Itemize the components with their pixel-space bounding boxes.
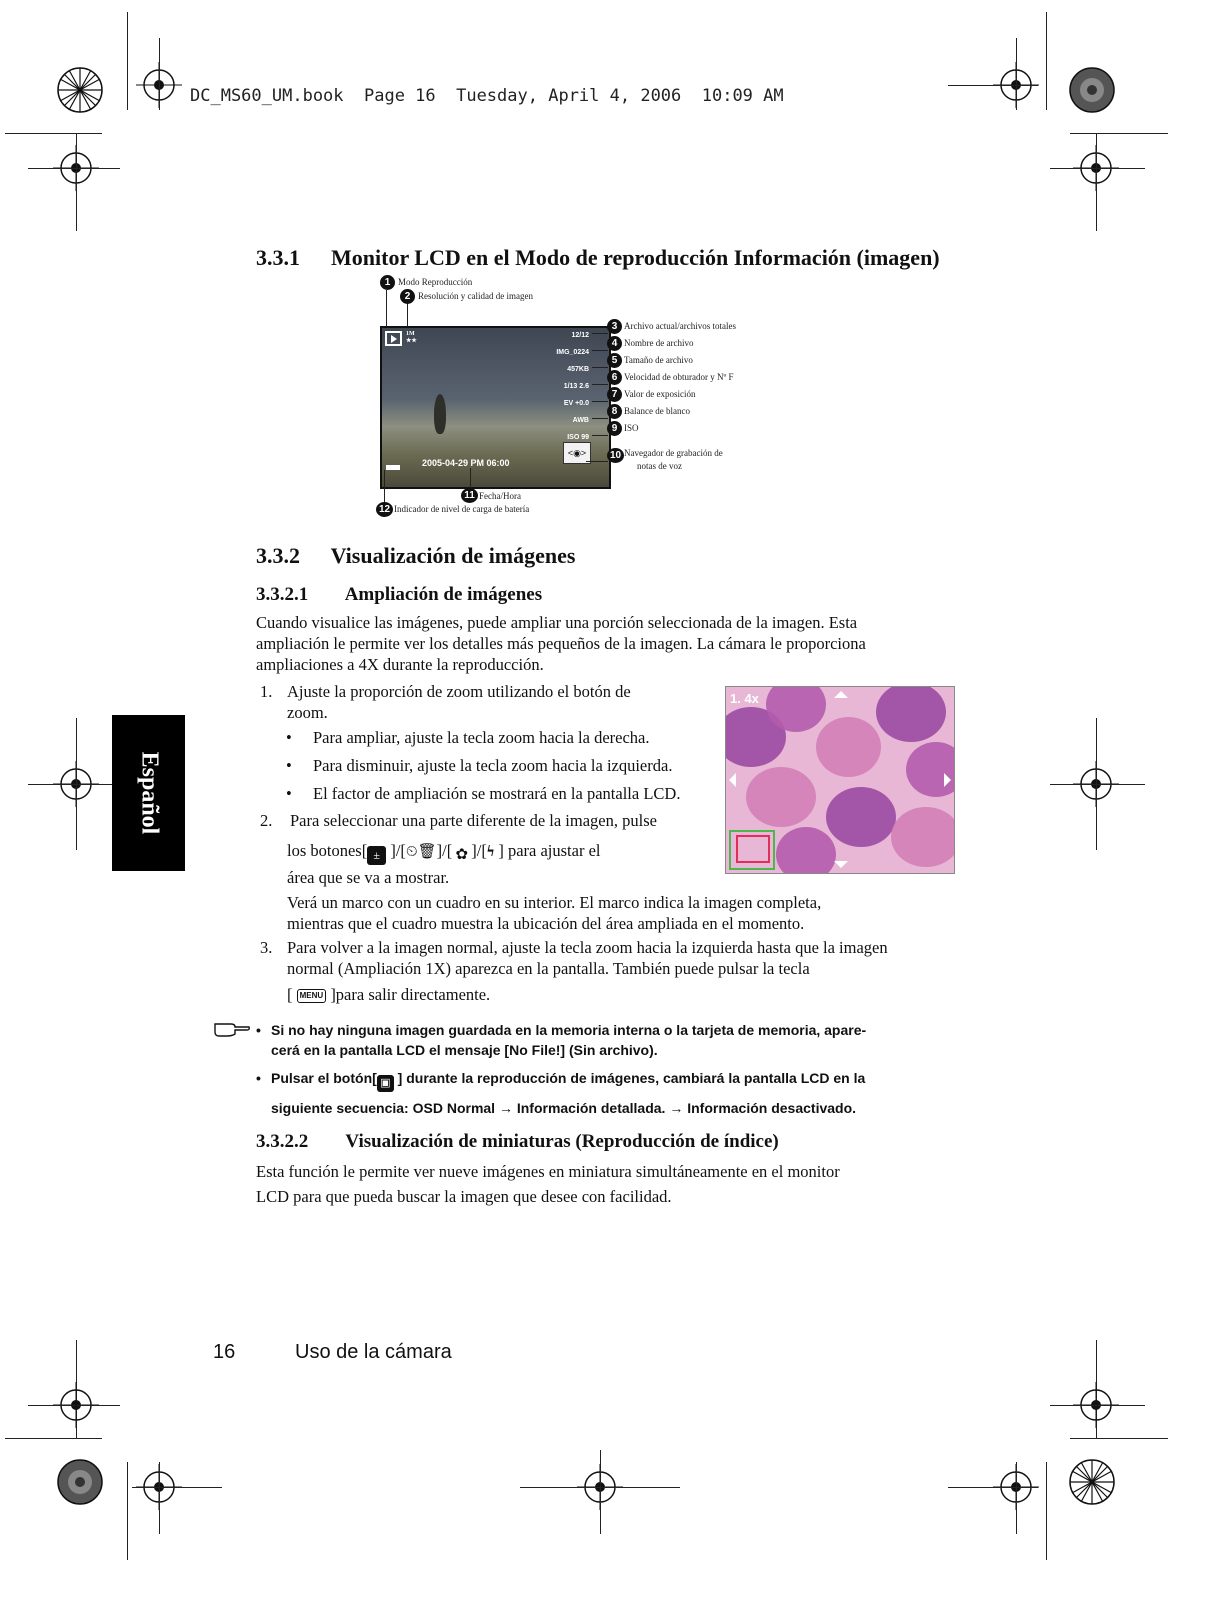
section-3321-heading xyxy=(256,584,542,606)
text-line: siguiente secuencia: OSD Normal → Información detallada. → Información desactivado. xyxy=(271,1100,857,1116)
macro-icon: ✿ xyxy=(452,846,471,865)
note-item: • Pulsar el botón[ ▣ ] durante la reproducción de imágenes, cambiará la pantalla LCD en la siguiente secuencia: OSD Normal → Información detallada. → Información desactivado. xyxy=(256,1068,976,1118)
text-line: Para seleccionar una parte diferente de la imagen, pulse xyxy=(290,811,657,830)
callout-label: Fecha/Hora xyxy=(479,491,521,501)
text-line: área que se va a mostrar. xyxy=(287,868,450,887)
section-number: 3.3.2.1 xyxy=(256,584,309,605)
text-fragment: Pulsar el botón[ xyxy=(271,1070,377,1086)
text-line xyxy=(287,984,888,1005)
list-item: • El factor de ampliación se mostrará en la pantalla LCD. xyxy=(286,784,681,803)
list-item: • Para ampliar, ajuste la tecla zoom hacia la derecha. xyxy=(286,728,650,747)
text-line: Ajuste la proporción de zoom utilizando el botón de xyxy=(287,682,631,701)
text-line: mientras que el cuadro muestra la ubicación del área ampliada en el momento. xyxy=(287,914,805,933)
zoom-level-label: 1. 4x xyxy=(730,691,759,706)
callout-marker: 3 xyxy=(607,319,622,334)
flash-icon: ϟ xyxy=(486,843,495,860)
display-button-icon: ▣ xyxy=(377,1075,394,1092)
note-item: • Si no hay ninguna imagen guardada en la memoria interna o la tarjeta de memoria, apare- cerá en la pantalla LCD el mensaje [No File!] (Sin archivo). xyxy=(256,1020,976,1060)
step-number: 1. xyxy=(260,682,273,701)
voice-navigator-icon: <◉> xyxy=(563,442,591,464)
callout-label: Navegador de grabación de xyxy=(624,448,723,458)
callout-label: Modo Reproducción xyxy=(398,277,473,287)
callout-label: Tamaño de archivo xyxy=(624,355,693,365)
menu-key-icon: MENU xyxy=(297,989,327,1003)
exposure-button-icon: ± xyxy=(367,846,386,865)
text-fragment: los botones[ xyxy=(287,841,368,860)
callout-label: Velocidad de obturador y Nº F xyxy=(624,372,734,382)
registration-sunburst-icon xyxy=(56,66,104,114)
resolution-label: 1M xyxy=(406,331,415,337)
text-line: Si no hay ninguna imagen guardada en la memoria interna o la tarjeta de memoria, apare- xyxy=(271,1022,867,1038)
callout-marker: 5 xyxy=(607,353,622,368)
bullet-list xyxy=(286,727,726,811)
callout-label: ISO xyxy=(624,423,639,433)
text-line: Cuando visualice las imágenes, puede ampliar una porción seleccionada de la imagen. Esta xyxy=(256,613,858,632)
text-line: los botones[ ± ]/[⏲🗑]/[ ✿ ]/[ϟ ] para ajustar el xyxy=(287,841,601,863)
registration-sunburst-icon xyxy=(56,1458,104,1506)
step-3 xyxy=(260,937,970,1007)
section-number: 3.3.2.2 xyxy=(256,1131,309,1152)
step-number: 2. xyxy=(260,811,273,830)
callout-marker: 12 xyxy=(376,502,393,517)
intro-paragraph xyxy=(256,612,976,675)
zoom-area-box xyxy=(736,835,770,863)
registration-sunburst-icon xyxy=(1068,66,1116,114)
text-line: LCD para que pueda buscar la imagen que desee con facilidad. xyxy=(256,1187,672,1206)
callout-marker: 6 xyxy=(607,370,622,385)
section-title: Visualización de miniaturas (Reproducción de índice) xyxy=(345,1131,779,1152)
text-line: ampliaciones a 4X durante la reproducción. xyxy=(256,655,544,674)
zoom-illustration xyxy=(725,686,955,874)
callout-label: Nombre de archivo xyxy=(624,338,694,348)
callout-marker: 9 xyxy=(607,421,622,436)
callout-label-cont: notas de voz xyxy=(637,461,682,471)
callout-marker: 7 xyxy=(607,387,622,402)
text-line: cerá en la pantalla LCD el mensaje [No File!] (Sin archivo). xyxy=(271,1042,658,1058)
text-line: ampliación le permite ver los detalles más pequeños de la imagen. La cámara le proporciona xyxy=(256,634,866,653)
language-tab-label: Español xyxy=(136,751,162,835)
callout-label: Valor de exposición xyxy=(624,389,696,399)
arrow-right-icon xyxy=(944,773,951,787)
pointing-hand-icon xyxy=(213,1018,251,1038)
lcd-filename: IMG_0224 xyxy=(556,349,589,356)
callout-label: Archivo actual/archivos totales xyxy=(624,321,736,331)
text-line xyxy=(271,1068,976,1092)
file-stamp: DC_MS60_UM.book Page 16 Tuesday, April 4, 2006 10:09 AM xyxy=(190,86,784,106)
tree-image xyxy=(434,394,446,434)
text-line: normal (Ampliación 1X) aparezca en la pantalla. También puede pulsar la tecla xyxy=(287,959,810,978)
bullet-text: El factor de ampliación se mostrará en la pantalla LCD. xyxy=(313,784,681,803)
lcd-iso: ISO 99 xyxy=(567,434,589,441)
arrow-up-icon xyxy=(834,691,848,698)
resolution-icon xyxy=(406,331,417,345)
section-3322-body xyxy=(256,1159,976,1209)
callout-marker: 11 xyxy=(461,488,478,503)
callout-marker: 4 xyxy=(607,336,622,351)
text-fragment: ] para ajustar el xyxy=(494,841,601,860)
lcd-datetime: 2005-04-29 PM 06:00 xyxy=(422,458,510,468)
notes xyxy=(256,1020,976,1118)
lcd-screen xyxy=(380,326,611,489)
lcd-counter: 12/12 xyxy=(571,332,589,339)
section-3322-heading xyxy=(256,1131,779,1153)
callout-label: Resolución y calidad de imagen xyxy=(418,291,533,301)
battery-icon xyxy=(386,465,400,470)
registration-sunburst-icon xyxy=(1068,1458,1116,1506)
section-332-heading xyxy=(256,543,575,569)
step-number: 3. xyxy=(260,938,273,957)
section-title: Monitor LCD en el Modo de reproducción Información (imagen) xyxy=(331,245,940,270)
callout-marker: 8 xyxy=(607,404,622,419)
callout-marker: 1 xyxy=(380,275,395,290)
section-title: Ampliación de imágenes xyxy=(344,584,543,605)
bullet-text: Para disminuir, ajuste la tecla zoom hacia la izquierda. xyxy=(313,756,673,775)
text-line: Verá un marco con un cuadro en su interior. El marco indica la imagen completa, xyxy=(287,893,822,912)
language-tab xyxy=(112,715,185,871)
lcd-filesize: 457KB xyxy=(567,366,589,373)
text-line: Para volver a la imagen normal, ajuste la tecla zoom hacia la izquierda hasta que la imagen xyxy=(287,938,888,957)
text-fragment: ]para salir directamente. xyxy=(326,985,491,1004)
arrow-down-icon xyxy=(834,861,848,868)
callout-label: Balance de blanco xyxy=(624,406,690,416)
step-2-explanation xyxy=(287,892,967,934)
section-number: 3.3.2 xyxy=(256,543,300,568)
callout-marker: 2 xyxy=(400,289,415,304)
quality-label: ★★ xyxy=(406,338,417,344)
text-fragment: [ xyxy=(287,985,297,1004)
step-2 xyxy=(260,810,710,890)
arrow-left-icon xyxy=(729,773,736,787)
text-line: zoom. xyxy=(287,703,328,722)
lcd-shutter: 1/13 2.6 xyxy=(563,383,589,390)
callout-label: Indicador de nivel de carga de batería xyxy=(394,504,530,514)
section-331-heading xyxy=(256,245,940,271)
section-title: Visualización de imágenes xyxy=(330,543,576,568)
list-item: • Para disminuir, ajuste la tecla zoom hacia la izquierda. xyxy=(286,756,673,775)
play-mode-icon xyxy=(385,331,402,346)
section-number: 3.3.1 xyxy=(256,245,300,270)
lcd-wb: AWB xyxy=(572,417,589,424)
lcd-ev: EV +0.0 xyxy=(563,400,589,407)
text-line: Esta función le permite ver nueve imágenes en miniatura simultáneamente en el monitor xyxy=(256,1162,840,1181)
footer-section-name: Uso de la cámara xyxy=(295,1341,452,1363)
bullet-text: Para ampliar, ajuste la tecla zoom hacia la derecha. xyxy=(313,728,650,747)
text-fragment: ] durante la reproducción de imágenes, cambiará la pantalla LCD en la xyxy=(393,1070,866,1086)
page-number: 16 xyxy=(213,1341,236,1363)
callout-marker: 10 xyxy=(607,448,624,463)
selftimer-delete-icon: ⏲🗑 xyxy=(405,844,437,860)
